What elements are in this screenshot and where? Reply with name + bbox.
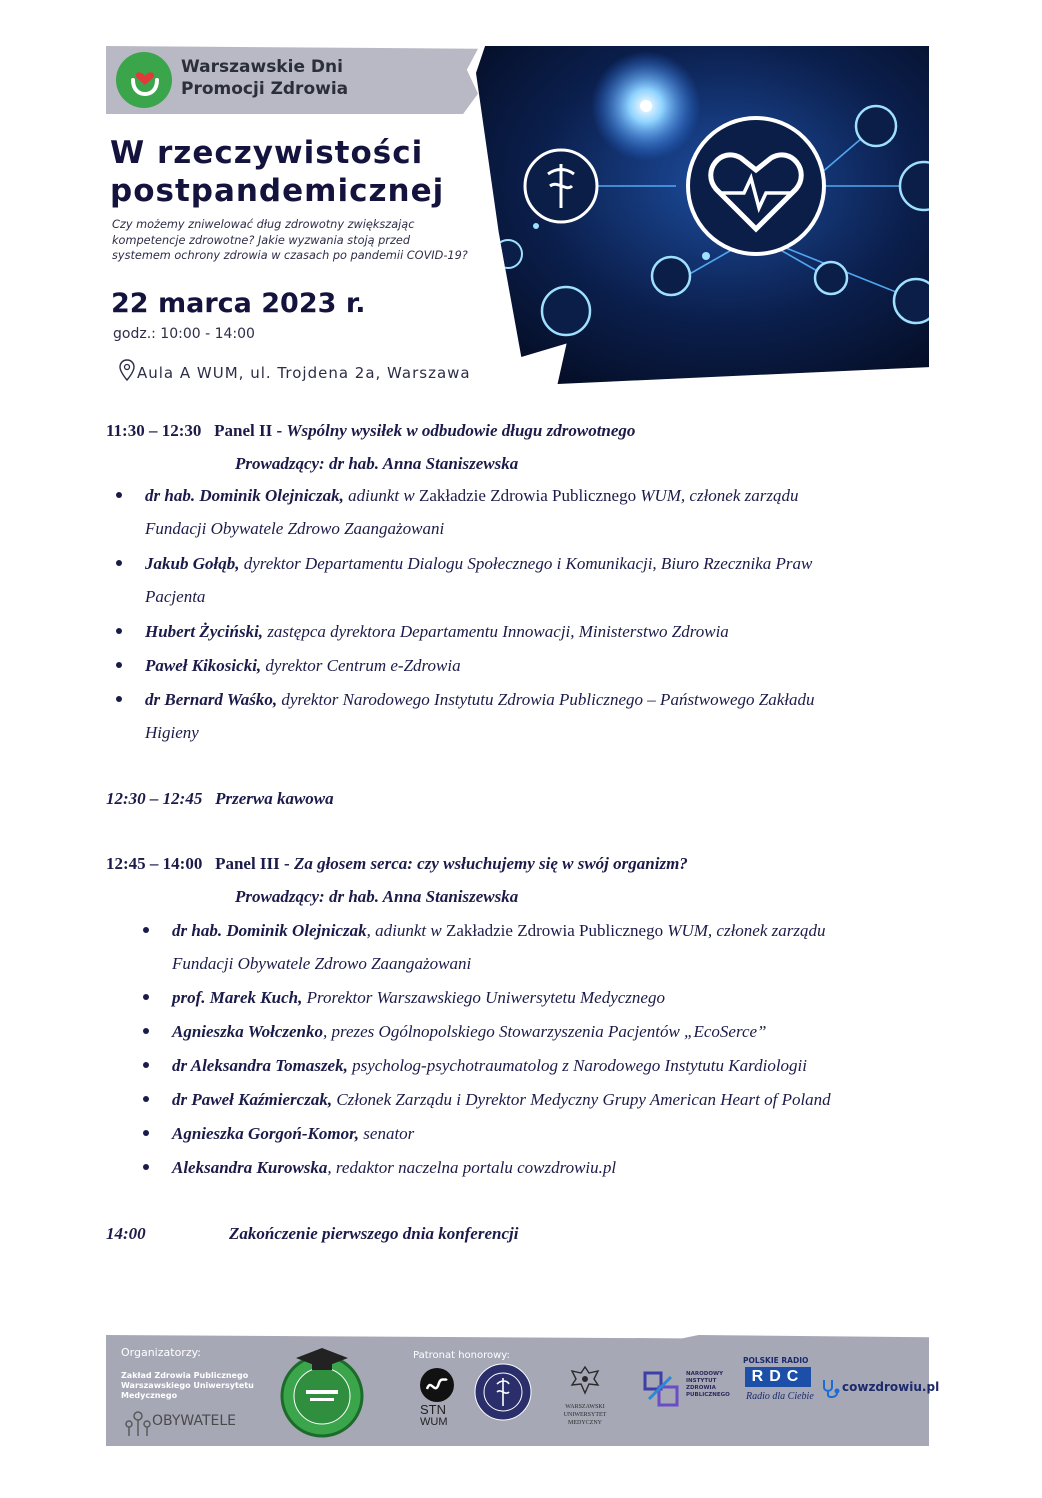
stn-line: WUM (420, 1416, 448, 1428)
title-line: W rzeczywistości (110, 135, 424, 171)
bullet (143, 1130, 149, 1136)
closing-time: 14:00 (106, 1224, 146, 1243)
logo-line: Warszawskie Dni (181, 57, 343, 77)
heart-hands-icon (131, 62, 159, 98)
speaker-role: dyrektor Narodowego Instytutu Zdrowia Publicznego – Państwowego Zakładu (277, 690, 815, 709)
obywatele-logo-icon (124, 1408, 152, 1438)
nizp-line: INSTYTUT (686, 1378, 717, 1384)
cowzdrowiu-logo: cowzdrowiu.pl (842, 1380, 940, 1394)
stn-wum-text (420, 1403, 448, 1429)
bullet (116, 662, 122, 668)
speaker-name: dr hab. Dominik Olejniczak (172, 921, 367, 940)
stethoscope-icon (820, 1378, 842, 1400)
wum-text (553, 1403, 617, 1427)
list-item (145, 485, 799, 507)
event-hours: godz.: 10:00 - 14:00 (113, 326, 255, 342)
rdc-text: RDC (751, 1368, 805, 1385)
speaker-name: Paweł Kikosicki, (145, 656, 262, 675)
speaker-role: , prezes Ogólnopolskiego Stowarzyszenia Pacjentów „EcoSerce” (322, 1022, 767, 1041)
list-item-cont: Fundacji Obywatele Zdrowo Zaangażowani (172, 954, 472, 973)
session-time: 12:45 – 14:00 (106, 854, 203, 873)
speaker-role: , redaktor naczelna portalu cowzdrowiu.pl (327, 1158, 617, 1177)
organizers-label: Organizatorzy: (121, 1346, 202, 1359)
stn-wum-logo-icon (419, 1367, 455, 1403)
list-item (145, 655, 461, 677)
speaker-name: Hubert Życiński, (145, 622, 264, 641)
hero-medical-illustration (476, 46, 929, 384)
list-item (145, 553, 812, 575)
speaker-name: Agnieszka Wołczenko (172, 1022, 323, 1041)
logo-text (181, 56, 348, 100)
speaker-name: prof. Marek Kuch, (172, 988, 303, 1007)
speaker-role: Zakładzie Zdrowia Publicznego (445, 921, 668, 940)
list-item-cont: Fundacji Obywatele Zdrowo Zaangażowani (145, 519, 445, 538)
bullet (116, 696, 122, 702)
bullet (143, 1028, 149, 1034)
nizp-line: NARODOWY (686, 1371, 724, 1377)
list-item (172, 987, 665, 1009)
polskie-radio-label: POLSKIE RADIO (743, 1356, 809, 1365)
speaker-name: dr hab. Dominik Olejniczak, (145, 486, 344, 505)
speaker-name: dr Bernard Waśko, (145, 690, 278, 709)
speaker-name: Agnieszka Gorgoń-Komor, (172, 1124, 360, 1143)
list-item (172, 1157, 616, 1179)
speaker-name: dr Aleksandra Tomaszek, (172, 1056, 348, 1075)
faculty-seal-icon (473, 1362, 533, 1422)
speaker-name: dr Paweł Kaźmierczak, (172, 1090, 333, 1109)
bullet (116, 560, 122, 566)
break-label: Przerwa kawowa (215, 789, 334, 808)
nizp-line: PUBLICZNEGO (686, 1392, 730, 1398)
list-item (172, 1055, 807, 1077)
event-venue: Aula A WUM, ul. Trojdena 2a, Warszawa (137, 364, 471, 382)
page-title (110, 134, 444, 210)
speaker-role: adiunkt w (343, 486, 419, 505)
break-row (106, 788, 334, 810)
bullet (143, 1164, 149, 1170)
location-pin-icon (118, 358, 136, 382)
speaker-role: dyrektor Departamentu Dialogu Społecznego i Komunikacji, Biuro Rzecznika Praw (239, 554, 813, 573)
speaker-role: senator (359, 1124, 415, 1143)
list-item-cont: Higieny (145, 723, 199, 742)
speaker-role: dyrektor Centrum e-Zdrowia (261, 656, 461, 675)
speaker-role: Prorektor Warszawskiego Uniwersytetu Medycznego (302, 988, 665, 1007)
rdc-logo (745, 1367, 811, 1387)
panel3-heading (106, 853, 688, 875)
speaker-role: Zakładzie Zdrowia Publicznego (418, 486, 641, 505)
bullet (143, 1062, 149, 1068)
bullet (116, 628, 122, 634)
speaker-role: , adiunkt w (366, 921, 446, 940)
session-time: 12:30 – 12:45 (106, 789, 203, 808)
bullet (116, 492, 122, 498)
speaker-role: psycholog-psychotraumatolog z Narodowego Instytutu Kardiologii (347, 1056, 808, 1075)
wum-line: WARSZAWSKI (565, 1404, 605, 1410)
logo-line: Promocji Zdrowia (181, 79, 349, 99)
organizer-name (121, 1371, 254, 1401)
speaker-role: WUM, członek zarządu (667, 921, 826, 940)
panel2-heading (106, 420, 635, 442)
title-line: postpandemicznej (110, 173, 445, 209)
bullet (143, 1096, 149, 1102)
list-item-cont: Pacjenta (145, 587, 206, 606)
organizer-line: Zakład Zdrowia Publicznego (121, 1371, 249, 1380)
promocji-zdrowia-badge-icon (280, 1346, 364, 1438)
patronage-label: Patronat honorowy: (413, 1350, 510, 1361)
obywatele-logo-text: OBYWATELE (152, 1413, 237, 1429)
wum-line: UNIWERSYTET (563, 1412, 607, 1418)
nizp-logo-icon (641, 1369, 681, 1409)
list-item (172, 1089, 831, 1111)
panel3-moderator: Prowadzący: dr hab. Anna Staniszewska (235, 887, 519, 906)
rdc-tagline: Radio dla Ciebie (746, 1391, 814, 1402)
event-date: 22 marca 2023 r. (111, 288, 366, 319)
organizer-line: Warszawskiego Uniwersytetu (121, 1381, 254, 1390)
bullet (143, 927, 149, 933)
wum-line: MEDYCZNY (568, 1420, 602, 1426)
closing-label: Zakończenie pierwszego dnia konferencji (229, 1224, 519, 1243)
wum-eagle-icon (568, 1363, 602, 1397)
list-item (172, 1123, 414, 1145)
stn-line: STN (420, 1402, 446, 1417)
nizp-line: ZDROWIA (686, 1385, 716, 1391)
speaker-name: Jakub Gołąb, (145, 554, 240, 573)
list-item (145, 621, 729, 643)
speaker-role: WUM, członek zarządu (640, 486, 799, 505)
session-time: 11:30 – 12:30 (106, 421, 202, 440)
page-subtitle: Czy możemy zniwelować dług zdrowotny zwiększając kompetencje zdrowotne? Jakie wyzwania stoją przed systemem ochrony zdrowia w czasach po pandemii COVID-19? (112, 218, 468, 262)
list-item (172, 1021, 767, 1043)
nizp-text (686, 1371, 730, 1399)
panel-title: Za głosem serca: czy wsłuchujemy się w swój organizm? (293, 854, 688, 873)
speaker-role: Członek Zarządu i Dyrektor Medyczny Grupy American Heart of Poland (332, 1090, 831, 1109)
organizer-line: Medycznego (121, 1391, 178, 1400)
speaker-name: Aleksandra Kurowska (172, 1158, 328, 1177)
panel-label: Panel II - (214, 421, 287, 440)
panel2-moderator: Prowadzący: dr hab. Anna Staniszewska (235, 454, 519, 473)
panel-title: Wspólny wysiłek w odbudowie długu zdrowotnego (286, 421, 636, 440)
list-item (145, 689, 814, 711)
bullet (143, 994, 149, 1000)
list-item (172, 920, 826, 942)
speaker-role: zastępca dyrektora Departamentu Innowacji, Ministerstwo Zdrowia (263, 622, 729, 641)
panel-label: Panel III - (215, 854, 294, 873)
